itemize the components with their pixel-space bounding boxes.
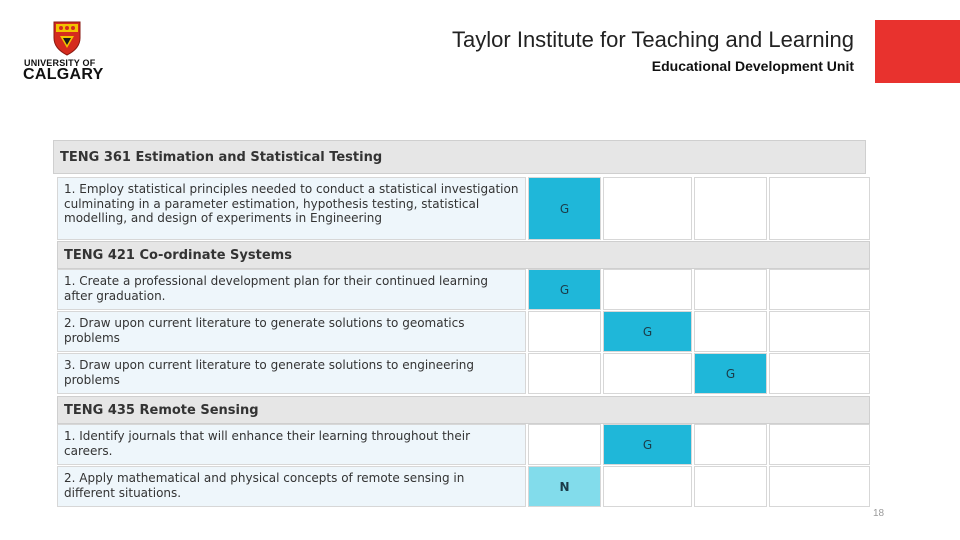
level-cell: [528, 353, 601, 394]
logo-text-line1: UNIVERSITY OF: [24, 58, 96, 68]
level-cell: [694, 177, 767, 240]
course-header: TENG 421 Co-ordinate Systems: [57, 241, 870, 269]
level-cell: [769, 424, 870, 465]
table-row: [57, 424, 870, 465]
level-cell: N: [528, 466, 601, 507]
level-cell: G: [603, 424, 692, 465]
level-cell: [769, 466, 870, 507]
level-cell: G: [603, 311, 692, 352]
table-row: [57, 177, 870, 240]
level-cell: [769, 269, 870, 310]
level-cell: G: [694, 353, 767, 394]
outcome-text: 3. Draw upon current literature to generate solutions to engineering problems: [57, 353, 526, 394]
level-cell: G: [528, 269, 601, 310]
level-cell: [528, 424, 601, 465]
institute-title: Taylor Institute for Teaching and Learning: [452, 27, 854, 52]
crest-icon: [52, 20, 82, 56]
outcome-text: 1. Create a professional development plan for their continued learning after graduation.: [57, 269, 526, 310]
logo-text-line2: CALGARY: [23, 66, 104, 83]
outcome-text: 1. Identify journals that will enhance their learning throughout their careers.: [57, 424, 526, 465]
brand-accent-block: [875, 20, 960, 83]
course-header: TENG 435 Remote Sensing: [57, 396, 870, 424]
outcome-text: 2. Draw upon current literature to generate solutions to geomatics problems: [57, 311, 526, 352]
outcome-text: 1. Employ statistical principles needed to conduct a statistical investigation culminating in a parameter estimation, hypothesis testing, statistical modelling, and design of experiments in Engineering: [57, 177, 526, 240]
level-cell: [694, 466, 767, 507]
level-cell: [694, 269, 767, 310]
level-cell: [603, 466, 692, 507]
level-cell: [603, 269, 692, 310]
table-row: [57, 353, 870, 394]
level-cell: [528, 311, 601, 352]
table-row: [57, 269, 870, 310]
unit-subtitle: Educational Development Unit: [651, 58, 854, 74]
level-cell: [769, 311, 870, 352]
level-cell: [694, 424, 767, 465]
table-row: [57, 311, 870, 352]
outcomes-table: [53, 140, 870, 508]
university-logo: [22, 20, 112, 86]
level-cell: [769, 353, 870, 394]
course-header: TENG 361 Estimation and Statistical Testing: [53, 140, 866, 174]
level-cell: [603, 177, 692, 240]
slide-number: 18: [873, 508, 885, 519]
table-row: [57, 466, 870, 507]
outcome-text: 2. Apply mathematical and physical concepts of remote sensing in different situations.: [57, 466, 526, 507]
level-cell: [603, 353, 692, 394]
level-cell: G: [528, 177, 601, 240]
level-cell: [769, 177, 870, 240]
level-cell: [694, 311, 767, 352]
